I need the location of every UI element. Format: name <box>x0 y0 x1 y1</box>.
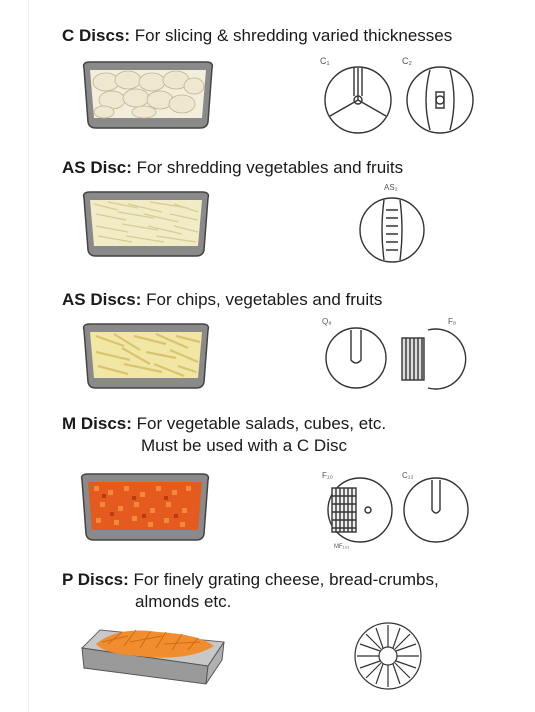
disc-description: For chips, vegetables and fruits <box>146 290 383 309</box>
grated-food-tray-image <box>78 622 228 694</box>
disc-label: AS₂ <box>384 183 398 192</box>
shredded-food-tray-image <box>78 190 213 258</box>
disc-description: For vegetable salads, cubes, etc. <box>136 414 387 433</box>
disc-name: C Discs: <box>62 26 131 45</box>
chips-food-tray-image <box>78 322 213 390</box>
disc-name: P Discs: <box>62 570 129 589</box>
section-heading <box>62 413 386 457</box>
disc-label: Q₈ <box>322 317 332 326</box>
as-disc-diagram <box>352 180 432 266</box>
m-discs-diagram <box>318 466 470 552</box>
disc-label: C₁ <box>320 56 330 66</box>
disc-description: For finely grating cheese, bread-crumbs, <box>133 570 439 589</box>
disc-description: For shredding vegetables and fruits <box>136 158 404 177</box>
chips-discs-diagram <box>318 312 470 392</box>
disc-name: AS Disc: <box>62 158 132 177</box>
disc-description-line2: Must be used with a C Disc <box>141 436 347 455</box>
disc-label: MF₁₀₁ <box>334 544 350 550</box>
disc-label: C₂ <box>402 56 412 66</box>
sliced-food-tray-image <box>78 60 218 130</box>
disc-label: F₈ <box>448 317 457 326</box>
disc-name: M Discs: <box>62 414 132 433</box>
section-heading <box>62 289 382 311</box>
diced-food-tray-image <box>76 472 214 542</box>
section-heading <box>62 569 439 613</box>
c-discs-diagram <box>318 52 478 138</box>
disc-label: F₁₀ <box>322 471 333 480</box>
section-heading <box>62 25 452 47</box>
disc-label: C₁₂ <box>402 471 414 480</box>
p-disc-diagram <box>352 620 424 692</box>
section-heading <box>62 157 403 179</box>
disc-description-line2: almonds etc. <box>135 592 232 611</box>
disc-description: For slicing & shredding varied thicknesses <box>134 26 453 45</box>
disc-name: AS Discs: <box>62 290 142 309</box>
